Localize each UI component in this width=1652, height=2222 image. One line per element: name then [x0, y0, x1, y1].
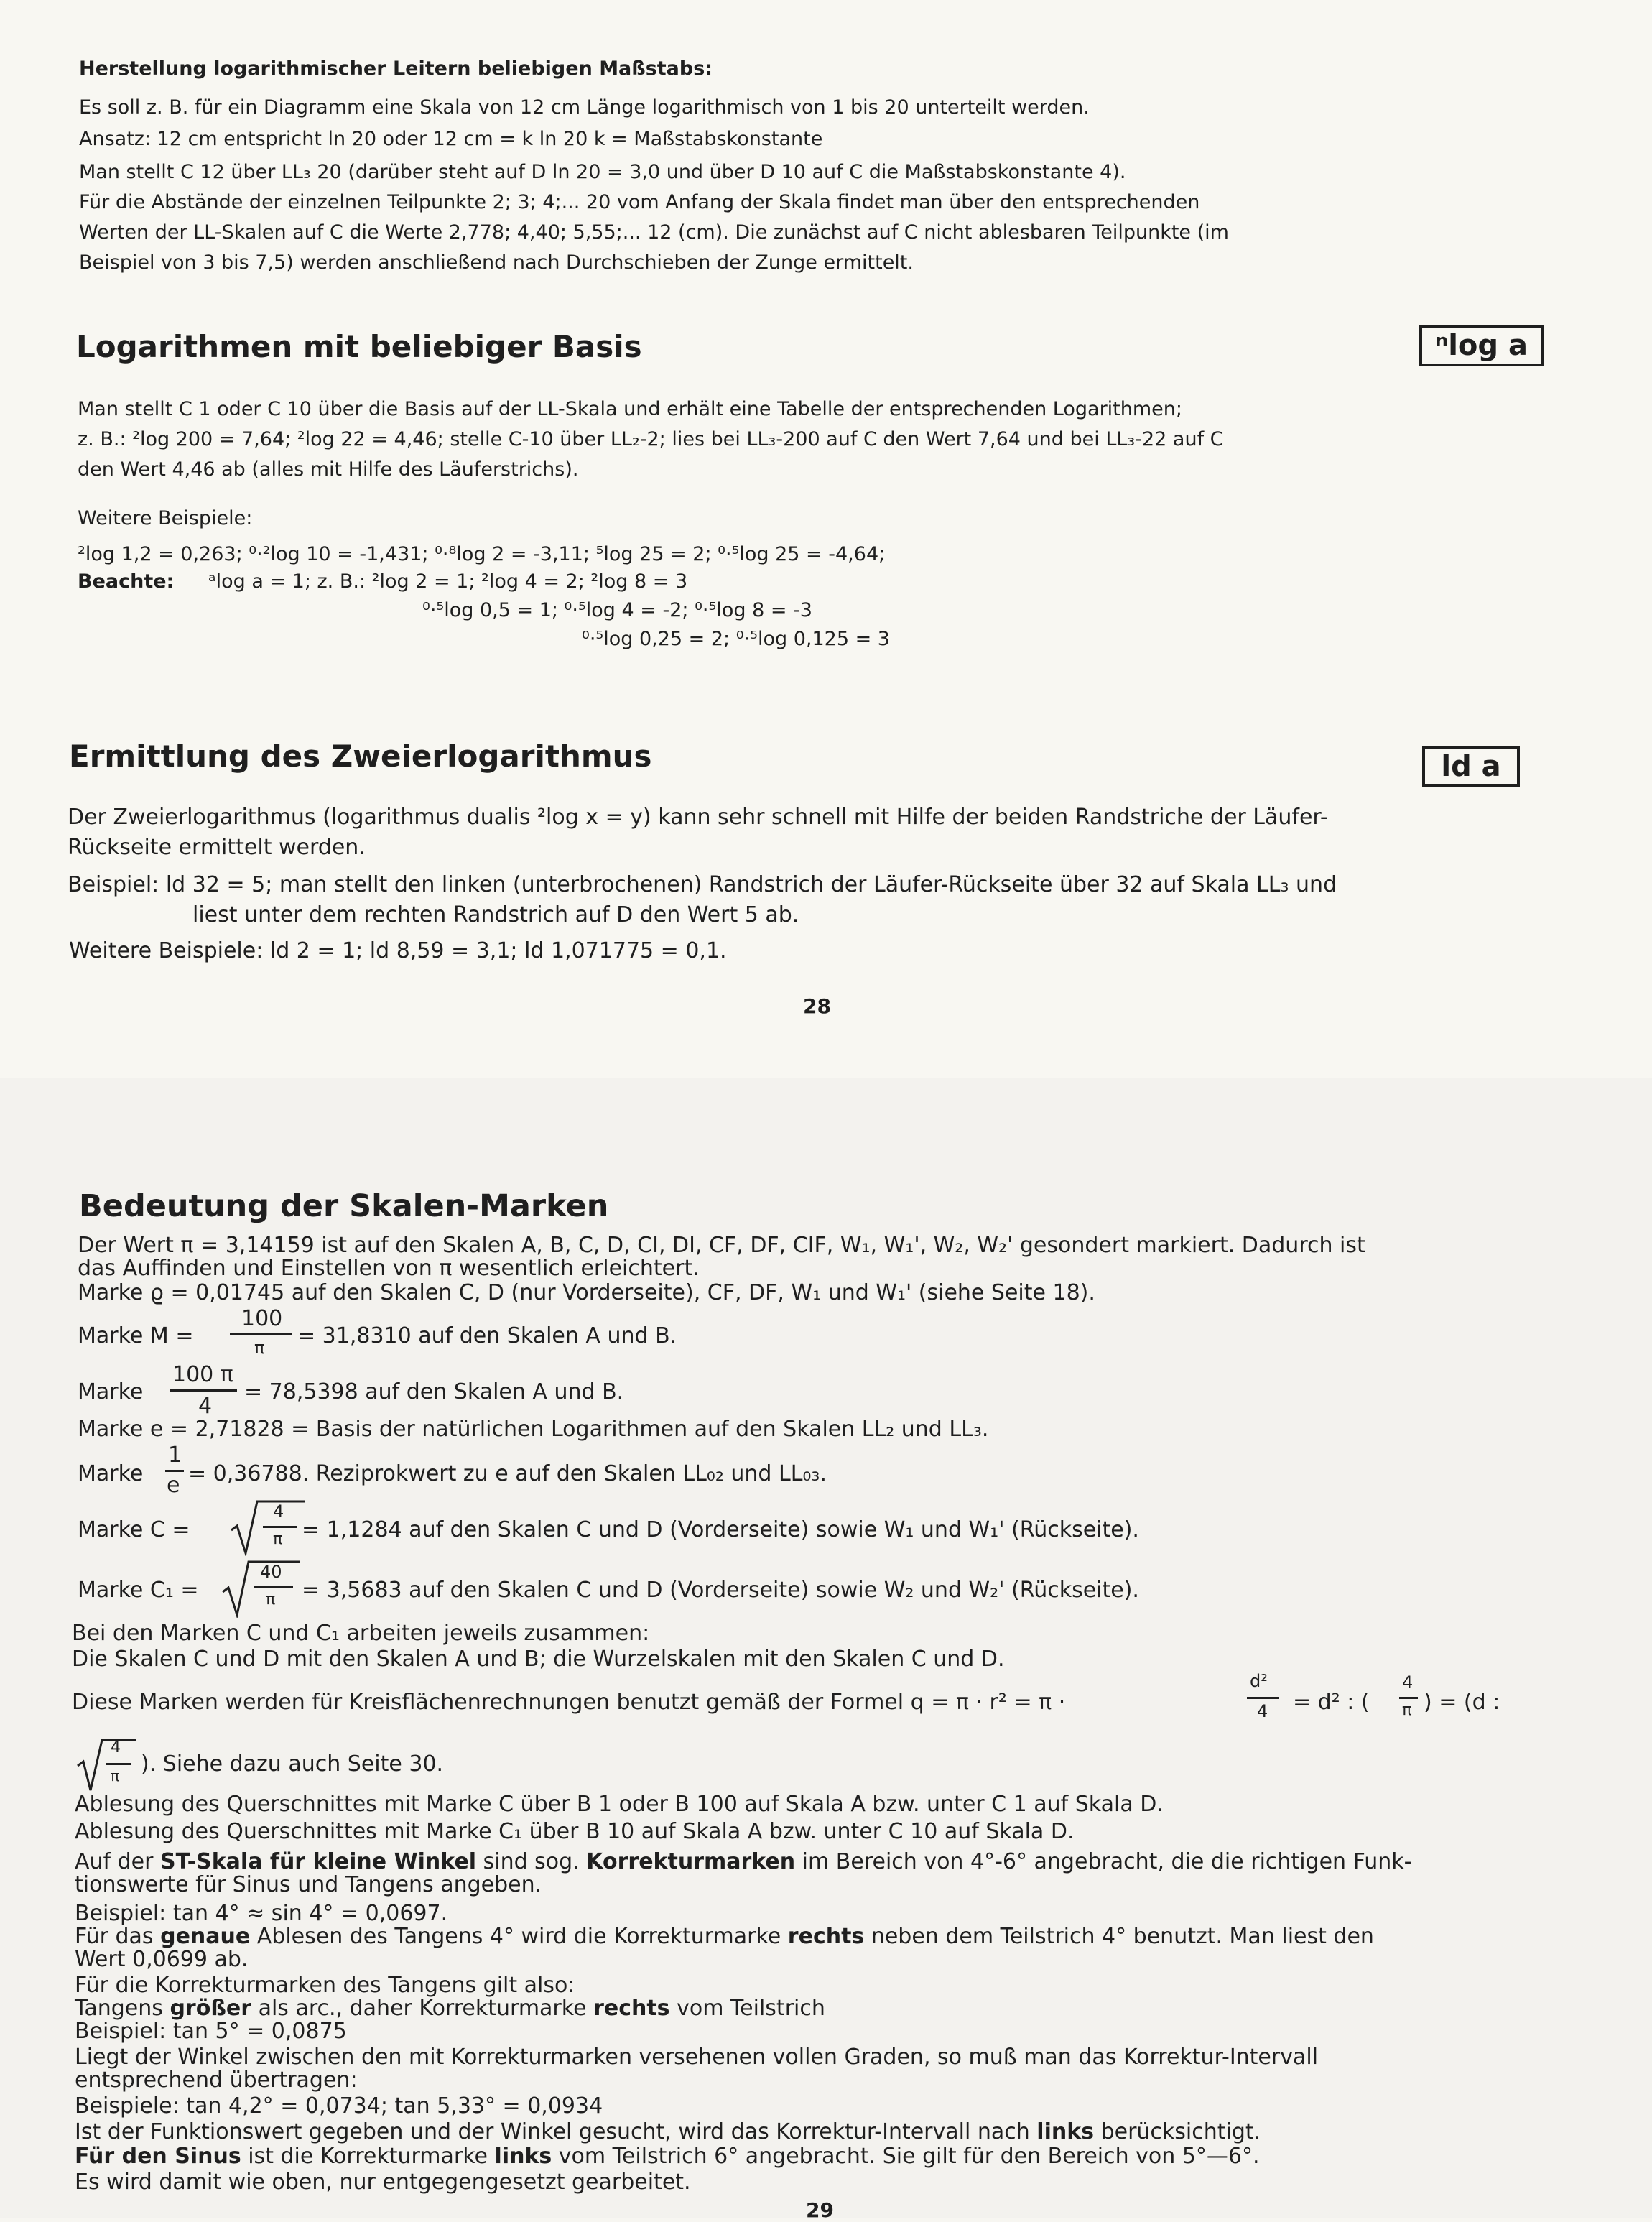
- intro-heading: Herstellung logarithmischer Leitern beliebigen Maßstabs:: [79, 57, 713, 80]
- sqrt-sign-icon: [75, 1737, 139, 1795]
- marke-label: Marke: [78, 1379, 144, 1404]
- marke-label: Marke C =: [78, 1517, 190, 1542]
- last-line: Es wird damit wie oben, nur entgegengesetzt gearbeitet.: [75, 2170, 691, 2195]
- marke-label: Marke M =: [78, 1323, 194, 1348]
- formula-text: = d² : (: [1293, 1690, 1370, 1715]
- marke-value: = 1,1284 auf den Skalen C und D (Vorderseite) sowie W₁ und W₁' (Rückseite).: [302, 1517, 1139, 1542]
- fraction-bar: [230, 1333, 292, 1335]
- liegt-line: Liegt der Winkel zwischen den mit Korrekturmarken versehenen vollen Graden, so muß man das Korrektur-Intervall: [75, 2045, 1319, 2070]
- fraction-numerator: 100 π: [172, 1362, 233, 1387]
- fraction-denominator: π: [273, 1530, 283, 1548]
- fraction-bar: [1247, 1697, 1279, 1699]
- page-number: 28: [803, 994, 831, 1018]
- marke-label: Marke: [78, 1461, 144, 1486]
- ablesung-line: Ablesung des Querschnittes mit Marke C₁ über B 10 auf Skala A bzw. unter C 10 auf Skala D.: [75, 1819, 1075, 1844]
- ablesung-line: Ablesung des Querschnittes mit Marke C über B 1 oder B 100 auf Skala A bzw. unter C 1 auf Skala D.: [75, 1792, 1164, 1817]
- fraction-bar: [254, 1586, 293, 1588]
- zusammen-line: Die Skalen C und D mit den Skalen A und B; die Wurzelskalen mit den Skalen C und D.: [72, 1647, 1005, 1672]
- section-title-zweierlog: Ermittlung des Zweierlogarithmus: [69, 739, 652, 774]
- fraction-bar: [263, 1526, 297, 1528]
- genau-line: Wert 0,0699 ab.: [75, 1947, 249, 1972]
- marke-value: = 78,5398 auf den Skalen A und B.: [244, 1379, 624, 1404]
- rho-line: Marke ϱ = 0,01745 auf den Skalen C, D (nur Vorderseite), CF, DF, W₁ und W₁' (siehe Seite 18).: [78, 1280, 1095, 1305]
- zweier-line: Rückseite ermittelt werden.: [68, 835, 366, 860]
- intro-line: Ansatz: 12 cm entspricht ln 20 oder 12 cm = k ln 20 k = Maßstabskonstante: [79, 128, 823, 150]
- fraction-numerator: 1: [168, 1443, 182, 1468]
- note-line: ⁰·⁵log 0,25 = 2; ⁰·⁵log 0,125 = 3: [582, 628, 890, 650]
- fraction-denominator: 4: [1257, 1701, 1268, 1721]
- note-line: ⁰·⁵log 0,5 = 1; ⁰·⁵log 4 = -2; ⁰·⁵log 8 = -3: [422, 599, 812, 621]
- intro-line: Beispiel von 3 bis 7,5) werden anschließend nach Durchschieben der Zunge ermittelt.: [79, 251, 914, 274]
- fraction-denominator: π: [254, 1338, 265, 1358]
- marke-label: Marke C₁ =: [78, 1578, 199, 1603]
- fraction-numerator: 100: [241, 1306, 283, 1331]
- fraction-denominator: e: [167, 1473, 180, 1498]
- beispiel-line: Beispiele: tan 4,2° = 0,0734; tan 5,33° = 0,0934: [75, 2093, 603, 2119]
- zweier-example: liest unter dem rechten Randstrich auf D den Wert 5 ab.: [192, 902, 799, 927]
- pi-line: Der Wert π = 3,14159 ist auf den Skalen A, B, C, D, CI, DI, CF, DF, CIF, W₁, W₁', W₂, W₂' gesondert markiert. Dadurch ist: [78, 1233, 1365, 1258]
- intro-line: Werten der LL-Skalen auf C die Werte 2,778; 4,40; 5,55;... 12 (cm). Die zunächst auf C nicht ablesbaren Teilpunkte (im: [79, 221, 1229, 244]
- liegt-line: entsprechend übertragen:: [75, 2068, 358, 2093]
- beispiel-line: Beispiel: tan 5° = 0,0875: [75, 2019, 347, 2044]
- funktion-line: Ist der Funktionswert gegeben und der Winkel gesucht, wird das Korrektur-Intervall nach links berücksichtigt.: [75, 2119, 1261, 2144]
- fraction-numerator: 4: [111, 1739, 121, 1756]
- intro-line: Für die Abstände der einzelnen Teilpunkte 2; 3; 4;... 20 vom Anfang der Skala findet man über den entsprechenden: [79, 191, 1200, 213]
- more-examples-label: Weitere Beispiele:: [78, 507, 253, 529]
- body-line: Man stellt C 1 oder C 10 über die Basis auf der LL-Skala und erhält eine Tabelle der entsprechenden Logarithmen;: [78, 398, 1182, 420]
- page-number: 29: [806, 2198, 834, 2222]
- note-line: ᵃlog a = 1; z. B.: ²log 2 = 1; ²log 4 = 2; ²log 8 = 3: [208, 570, 688, 593]
- zusammen-line: Bei den Marken C und C₁ arbeiten jeweils zusammen:: [72, 1621, 650, 1646]
- tangens-line: Tangens größer als arc., daher Korrekturmarke rechts vom Teilstrich: [75, 1996, 825, 2021]
- formula-text: Diese Marken werden für Kreisflächenrechnungen benutzt gemäß der Formel q = π · r² = π ·: [72, 1690, 1066, 1715]
- fraction-numerator: 4: [1402, 1672, 1414, 1693]
- box-label-nlog: ⁿlog a: [1419, 325, 1544, 366]
- fraction-bar: [1399, 1697, 1418, 1699]
- fraction-denominator: 4: [198, 1394, 213, 1419]
- zweier-example: Beispiel: ld 32 = 5; man stellt den linken (unterbrochenen) Randstrich der Läufer-Rückseite über 32 auf Skala LL₃ und: [68, 872, 1337, 897]
- fraction-bar: [106, 1763, 131, 1765]
- section-title-log-basis: Logarithmen mit beliebiger Basis: [76, 329, 642, 364]
- pi-line: das Auffinden und Einstellen von π wesentlich erleichtert.: [78, 1256, 700, 1281]
- fraction-bar: [165, 1470, 184, 1472]
- genau-line: Für das genaue Ablesen des Tangens 4° wird die Korrekturmarke rechts neben dem Teilstrich 4° benutzt. Man liest den: [75, 1924, 1374, 1949]
- marke-e-line: Marke e = 2,71828 = Basis der natürlichen Logarithmen auf den Skalen LL₂ und LL₃.: [78, 1417, 989, 1442]
- zweier-line: Der Zweierlogarithmus (logarithmus dualis ²log x = y) kann sehr schnell mit Hilfe der beiden Randstriche der Läufer-: [68, 805, 1328, 830]
- examples-line: ²log 1,2 = 0,263; ⁰·²log 10 = -1,431; ⁰·⁸log 2 = -3,11; ⁵log 25 = 2; ⁰·⁵log 25 = -4,64;: [78, 543, 886, 565]
- fraction-numerator: 4: [273, 1501, 284, 1522]
- fraction-denominator: π: [266, 1591, 276, 1608]
- fraction-denominator: π: [111, 1767, 120, 1784]
- page-title: Bedeutung der Skalen-Marken: [79, 1188, 609, 1224]
- marke-value: = 3,5683 auf den Skalen C und D (Vorderseite) sowie W₂ und W₂' (Rückseite).: [302, 1578, 1139, 1603]
- note-label: Beachte:: [78, 570, 175, 593]
- intro-line: Man stellt C 12 über LL₃ 20 (darüber steht auf D ln 20 = 3,0 und über D 10 auf C die Maßstabskonstante 4).: [79, 161, 1126, 183]
- beispiel-line: Beispiel: tan 4° ≈ sin 4° = 0,0697.: [75, 1901, 448, 1926]
- marke-value: = 0,36788. Reziprokwert zu e auf den Skalen LL₀₂ und LL₀₃.: [188, 1461, 827, 1486]
- formula-text: ). Siehe dazu auch Seite 30.: [141, 1751, 444, 1777]
- fraction-numerator: 40: [260, 1562, 282, 1582]
- body-line: z. B.: ²log 200 = 7,64; ²log 22 = 4,46; stelle C-10 über LL₂-2; lies bei LL₃-200 auf C den Wert 7,64 und bei LL₃-22 auf C: [78, 428, 1224, 450]
- marke-value: = 31,8310 auf den Skalen A und B.: [297, 1323, 677, 1348]
- st-line: tionswerte für Sinus und Tangens angeben.: [75, 1872, 542, 1897]
- intro-line: Es soll z. B. für ein Diagramm eine Skala von 12 cm Länge logarithmisch von 1 bis 20 unterteilt werden.: [79, 96, 1090, 119]
- formula-text: ) = (d :: [1424, 1690, 1500, 1715]
- zweier-more: Weitere Beispiele: ld 2 = 1; ld 8,59 = 3,1; ld 1,071775 = 0,1.: [69, 938, 727, 963]
- fraction-bar: [170, 1389, 237, 1392]
- sinus-line: Für den Sinus ist die Korrekturmarke links vom Teilstrich 6° angebracht. Sie gilt für den Bereich von 5°—6°.: [75, 2144, 1260, 2169]
- st-line: Auf der ST-Skala für kleine Winkel sind sog. Korrekturmarken im Bereich von 4°-6° angebracht, die die richtigen Funk-: [75, 1849, 1412, 1874]
- fraction-denominator: π: [1402, 1701, 1412, 1719]
- fraction-numerator: d²: [1250, 1671, 1268, 1691]
- box-label-ld: ld a: [1422, 746, 1520, 787]
- body-line: den Wert 4,46 ab (alles mit Hilfe des Läuferstrichs).: [78, 458, 579, 481]
- korr-line: Für die Korrekturmarken des Tangens gilt also:: [75, 1973, 575, 1998]
